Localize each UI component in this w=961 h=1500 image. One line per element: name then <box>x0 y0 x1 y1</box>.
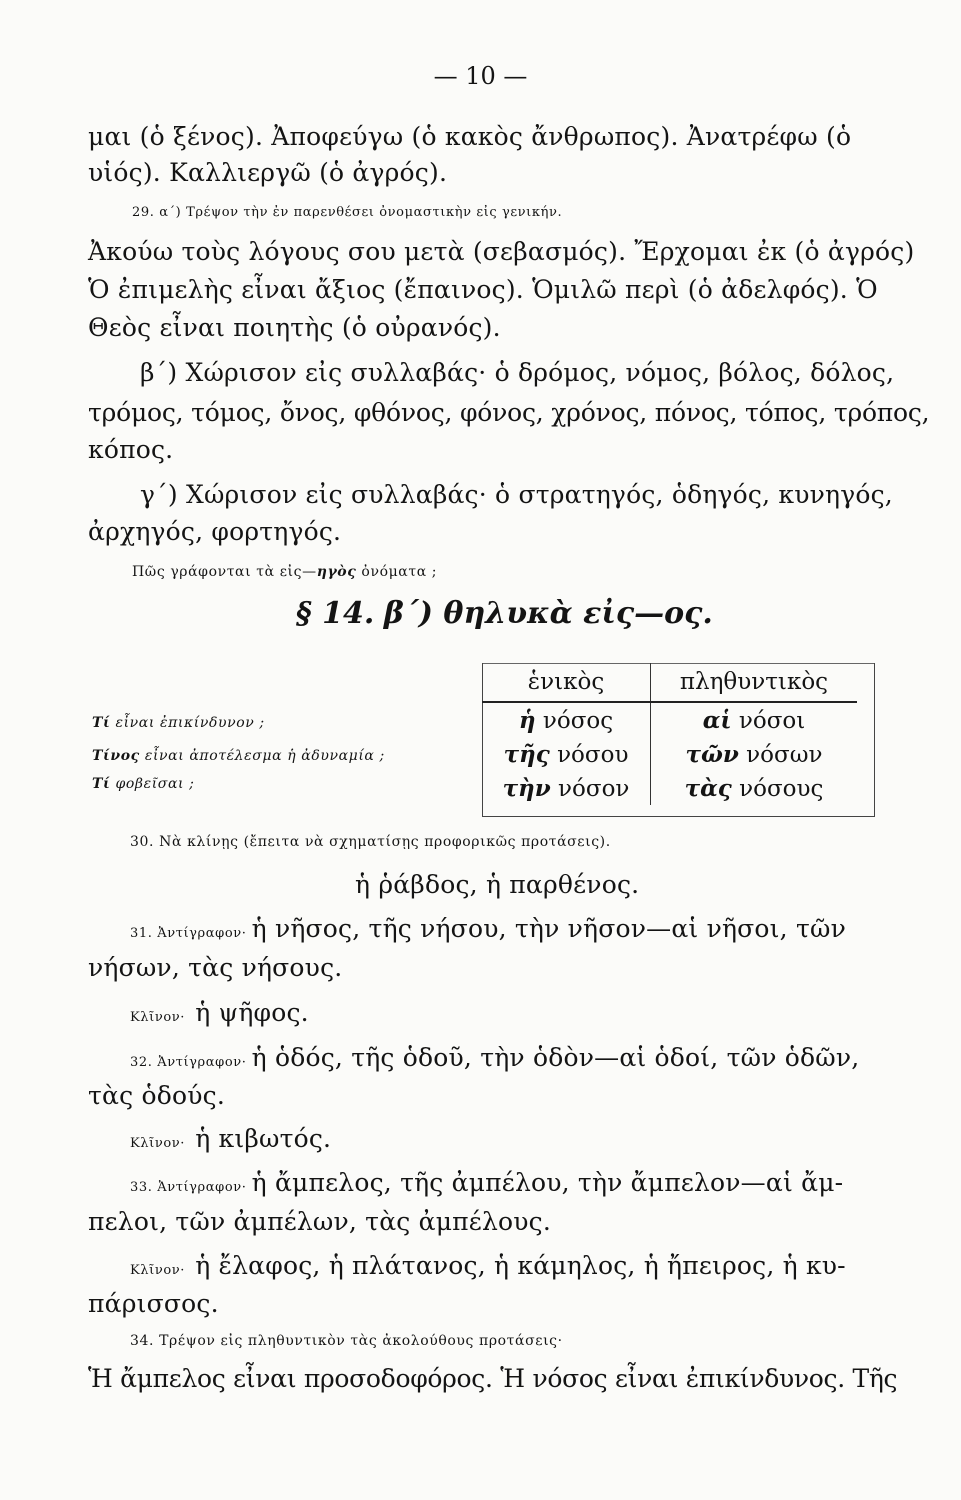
exercise-30-label: 30. Νὰ κλίνῃς (ἔπειτα νὰ σχηματίσῃς προφορικῶς προτάσεις). <box>130 834 611 850</box>
exercise-30-words: ἡ ῥάβδος, ἡ παρθένος. <box>355 870 640 899</box>
exercise-32-line-2: τὰς ὁδούς. <box>88 1081 225 1110</box>
plural-cell: τῶν νόσων <box>685 740 823 768</box>
table-row <box>482 737 857 771</box>
side-question-2: Τίνος εἶναι ἀποτέλεσμα ἡ ἀδυναμία ; <box>92 748 385 764</box>
text-line-10: ἀρχηγός, φορτηγός. <box>88 517 342 546</box>
text-line-2: υἱός). Καλλιεργῶ (ὁ ἀγρός). <box>88 158 448 187</box>
exercise-31-klinon: Κλῖνον· ἡ ψῆφος. <box>130 998 309 1027</box>
side-question-1: Τί εἶναι ἐπικίνδυνον ; <box>92 715 265 731</box>
side-question-3: Τί φοβεῖσαι ; <box>92 776 195 792</box>
exercise-31-line-2: νήσων, τὰς νήσους. <box>88 953 343 982</box>
text-line-9: γ΄) Χώρισον εἰς συλλαβάς· ὁ στρατηγός, ὁδηγός, κυνηγός, <box>140 480 893 509</box>
exercise-31: 31. Ἀντίγραφον· ἡ νῆσος, τῆς νήσου, τὴν νῆσον—αἱ νῆσοι, τῶν <box>130 914 846 943</box>
text-line-5: Θεὸς εἶναι ποιητὴς (ὁ οὐρανός). <box>88 313 501 342</box>
text-line-8: κόπος. <box>88 435 174 464</box>
text-line-3: Ἀκούω τοὺς λόγους σου μετὰ (σεβασμός). Ἔρχομαι ἐκ (ὁ ἀγρός) <box>88 237 915 266</box>
plural-header: πληθυντικὸς <box>651 663 858 702</box>
singular-cell: τῆς νόσου <box>482 737 651 771</box>
exercise-29-label: 29. α΄) Τρέψον τὴν ἐν παρενθέσει ὀνομαστικὴν εἰς γενικήν. <box>132 205 563 220</box>
text-line-7: τρόμος, τόμος, ὄνος, φθόνος, φόνος, χρόνος, πόνος, τόπος, τρόπος, <box>88 398 930 427</box>
exercise-32-klinon: Κλῖνον· ἡ κιβωτός. <box>130 1124 332 1153</box>
page-number: — 10 — <box>433 62 528 90</box>
table-row <box>482 771 857 805</box>
text-line-6: β΄) Χώρισον εἰς συλλαβάς· ὁ δρόμος, νόμος, βόλος, δόλος, <box>140 358 895 387</box>
table-bottom-border <box>482 816 875 817</box>
table-header-row <box>482 663 857 702</box>
table-row <box>482 702 857 737</box>
section-heading: § 14. β΄) θηλυκὰ εἰς—ος. <box>296 596 713 631</box>
text-line-1: μαι (ὁ ξένος). Ἀποφεύγω (ὁ κακὸς ἄνθρωπος). Ἀνατρέφω (ὁ <box>88 122 852 151</box>
exercise-34-label: 34. Τρέψον εἰς πληθυντικὸν τὰς ἀκολούθους προτάσεις· <box>130 1333 563 1349</box>
singular-cell: ἡ νόσος <box>482 702 651 737</box>
declension-table <box>482 663 857 805</box>
exercise-33-klinon-line-2: πάρισσος. <box>88 1289 219 1318</box>
question-ending: Πῶς γράφονται τὰ εἰς—ηγὸς ὀνόματα ; <box>132 564 438 580</box>
table-right-border <box>874 663 875 817</box>
exercise-33-klinon: Κλῖνον· ἡ ἔλαφος, ἡ πλάτανος, ἡ κάμηλος, ἡ ἤπειρος, ἡ κυ- <box>130 1251 846 1280</box>
exercise-32: 32. Ἀντίγραφον· ἡ ὁδός, τῆς ὁδοῦ, τὴν ὁδὸν—αἱ ὁδοί, τῶν ὁδῶν, <box>130 1043 860 1072</box>
plural-cell: αἱ νόσοι <box>702 706 806 734</box>
text-line-4: Ὁ ἐπιμελὴς εἶναι ἄξιος (ἔπαινος). Ὁμιλῶ περὶ (ὁ ἀδελφός). Ὁ <box>88 275 878 304</box>
plural-cell: τὰς νόσους <box>684 774 824 802</box>
singular-cell: τὴν νόσον <box>482 771 651 805</box>
exercise-34-text: Ἡ ἄμπελος εἶναι προσοδοφόρος. Ἡ νόσος εἶναι ἐπικίνδυνος. Τῆς <box>88 1364 898 1393</box>
exercise-33-line-2: πελοι, τῶν ἀμπέλων, τὰς ἀμπέλους. <box>88 1207 551 1236</box>
singular-header: ἑνικὸς <box>482 663 651 702</box>
exercise-33: 33. Ἀντίγραφον· ἡ ἄμπελος, τῆς ἀμπέλου, τὴν ἄμπελον—αἱ ἄμ- <box>130 1168 844 1197</box>
